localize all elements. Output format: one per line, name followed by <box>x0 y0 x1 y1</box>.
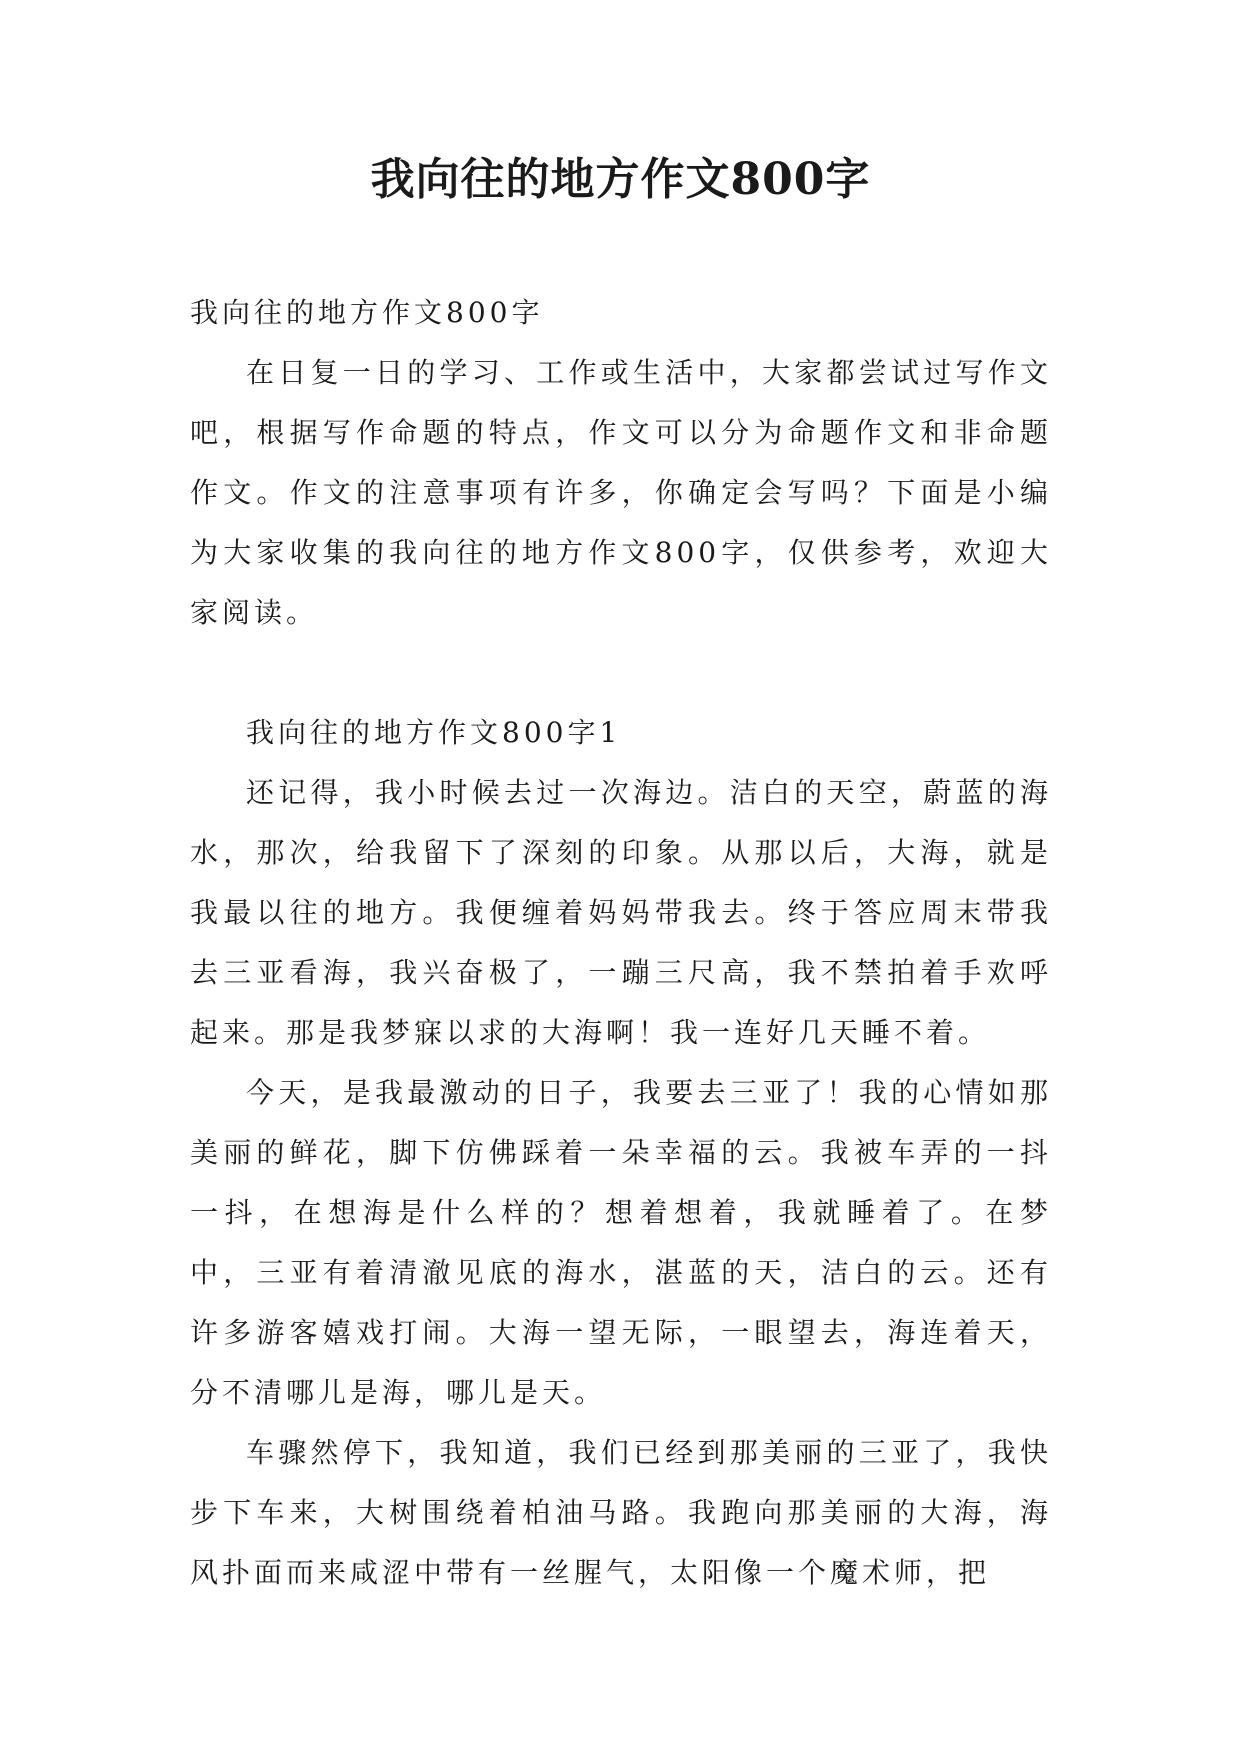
body-paragraph: 还记得，我小时候去过一次海边。洁白的天空，蔚蓝的海水，那次，给我留下了深刻的印象。从那以后，大海，就是我最以往的地方。我便缠着妈妈带我去。终于答应周末带我去三亚看海，我兴奋极了，一蹦三尺高，我不禁拍着手欢呼起来。那是我梦寐以求的大海啊！我一连好几天睡不着。 <box>190 776 1052 1049</box>
document-subtitle: 我向往的地方作文800字 <box>190 296 544 329</box>
section-title: 我向往的地方作文800字1 <box>246 716 622 749</box>
body-paragraph: 车骤然停下，我知道，我们已经到那美丽的三亚了，我快步下车来，大树围绕着柏油马路。我跑向那美丽的大海，海风扑面而来咸涩中带有一丝腥气，太阳像一个魔术师，把 <box>190 1436 1052 1589</box>
document-title: 我向往的地方作文800字 <box>370 154 871 205</box>
body-paragraph: 今天，是我最激动的日子，我要去三亚了！我的心情如那美丽的鲜花，脚下仿佛踩着一朵幸福的云。我被车弄的一抖一抖，在想海是什么样的？想着想着，我就睡着了。在梦中，三亚有着清澈见底的海水，湛蓝的天，洁白的云。还有许多游客嬉戏打闹。大海一望无际，一眼望去，海连着天，分不清哪儿是海，哪儿是天。 <box>190 1076 1052 1409</box>
document-body <box>190 283 1052 1603</box>
intro-paragraph: 在日复一日的学习、工作或生活中，大家都尝试过写作文吧，根据写作命题的特点，作文可以分为命题作文和非命题作文。作文的注意事项有许多，你确定会写吗？下面是小编为大家收集的我向往的地方作文800字，仅供参考，欢迎大家阅读。 <box>190 356 1052 629</box>
paragraph-gap <box>190 643 1052 703</box>
